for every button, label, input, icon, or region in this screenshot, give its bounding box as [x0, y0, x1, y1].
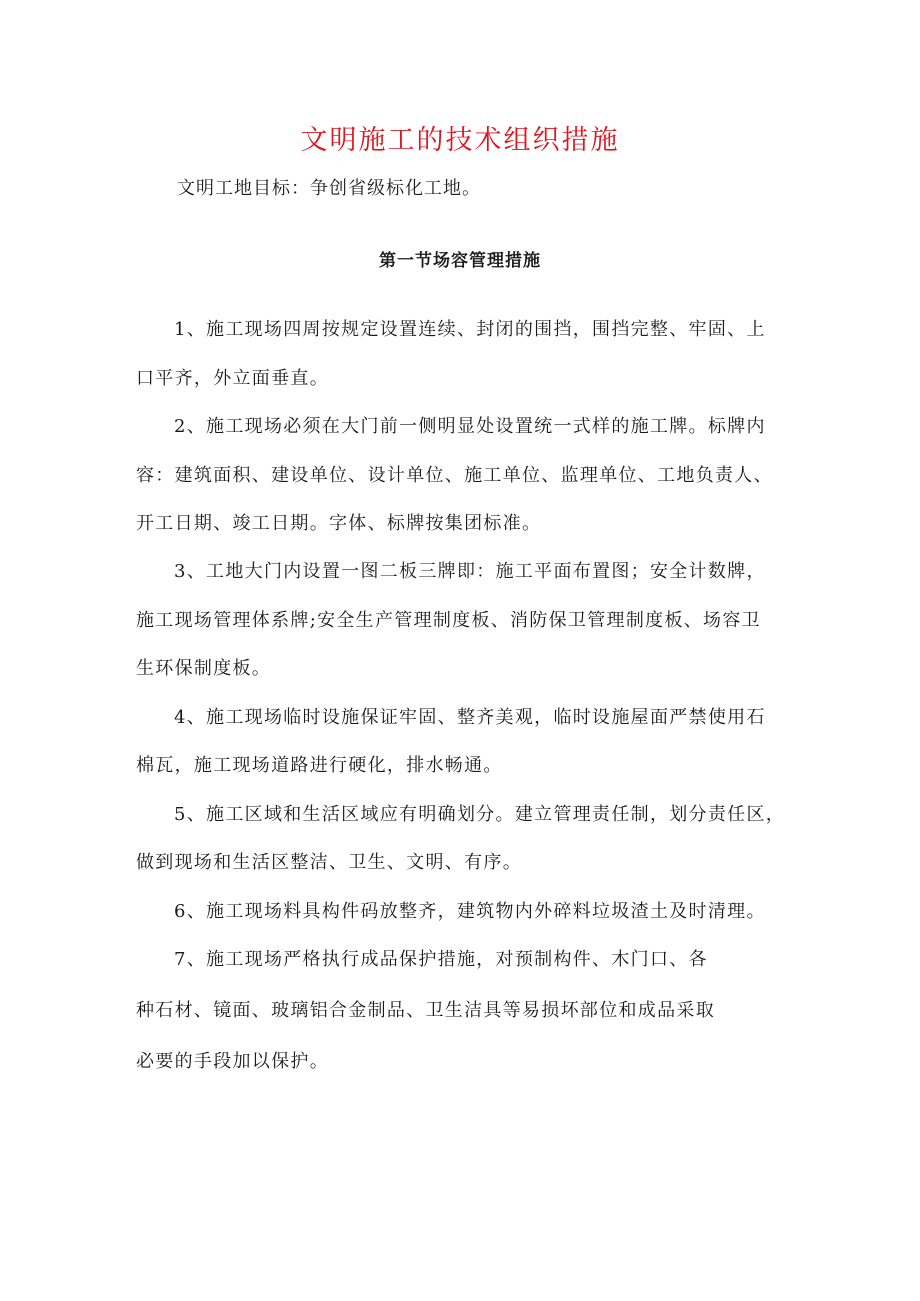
- item-2-line-1: 2、施工现场必须在大门前一侧明显处设置统一式样的施工牌。标牌内: [174, 416, 766, 437]
- item-3-line-1: 3、工地大门内设置一图二板三牌即：施工平面布置图；安全计数牌，: [174, 561, 766, 582]
- item-2-line-2: 容：建筑面积、建设单位、设计单位、施工单位、监理单位、工地负责人、: [136, 465, 773, 486]
- section-heading: 第一节场容管理措施: [379, 251, 541, 271]
- item-4-line-2: 棉瓦，施工现场道路进行硬化，排水畅通。: [136, 755, 503, 776]
- item-3-line-3: 生环保制度板。: [136, 658, 272, 679]
- item-7-line-2: 种石材、镜面、玻璃铝合金制品、卫生洁具等易损坏部位和成品采取: [136, 1000, 715, 1021]
- item-7-line-3: 必要的手段加以保护。: [136, 1051, 329, 1072]
- item-2-line-3: 开工日期、竣工日期。字体、标牌按集团标准。: [136, 513, 542, 534]
- item-1-line-1: 1、施工现场四周按规定设置连续、封闭的围挡，围挡完整、牢固、上: [174, 319, 766, 340]
- item-3-line-2: 施工现场管理体系牌;安全生产管理制度板、消防保卫管理制度板、场容卫: [136, 610, 761, 631]
- goal-text: 文明工地目标：争创省级标化工地。: [177, 178, 481, 199]
- document-title: 文明施工的技术组织措施: [300, 125, 620, 156]
- item-7-line-1: 7、施工现场严格执行成品保护措施，对预制构件、木门口、各: [174, 949, 708, 970]
- item-5-line-1: 5、施工区域和生活区域应有明确划分。建立管理责任制，划分责任区，: [174, 804, 786, 825]
- item-1-line-2: 口平齐，外立面垂直。: [136, 368, 329, 389]
- item-4-line-1: 4、施工现场临时设施保证牢固、整齐美观，临时设施屋面严禁使用石: [174, 707, 766, 728]
- item-6-line-1: 6、施工现场料具构件码放整齐，建筑物内外碎料垃圾渣土及时清理。: [174, 901, 766, 922]
- item-5-line-2: 做到现场和生活区整洁、卫生、文明、有序。: [136, 852, 522, 873]
